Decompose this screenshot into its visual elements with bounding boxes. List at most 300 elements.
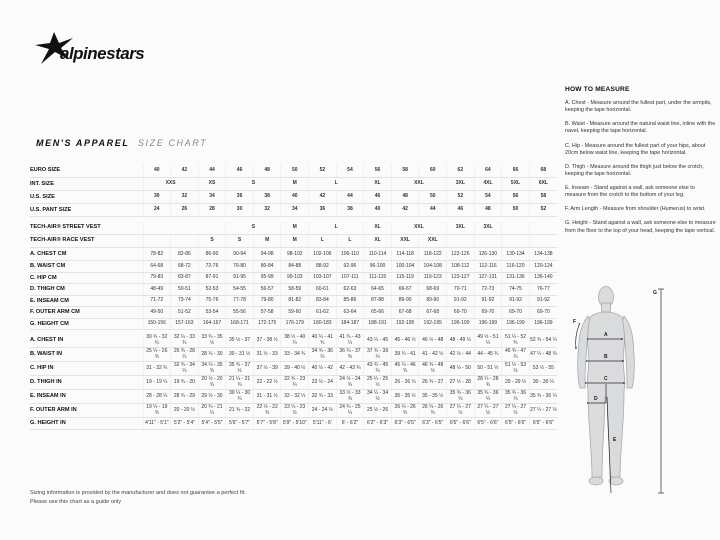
size-cell: 184-187 bbox=[336, 318, 364, 330]
size-cell: 130-134 bbox=[502, 249, 530, 261]
size-cell: 35 ¾ - 36 ¼ bbox=[502, 390, 530, 404]
size-cell: 35 ¾ - 36 ¼ bbox=[474, 390, 502, 404]
size-cell: 31 - 32 ¾ bbox=[143, 362, 171, 376]
table-row bbox=[30, 390, 557, 404]
size-cell: 69-70 bbox=[502, 307, 530, 319]
size-cell: 196-199 bbox=[447, 318, 475, 330]
size-cell: 71-72 bbox=[143, 295, 171, 307]
size-cell: 180-183 bbox=[309, 318, 337, 330]
size-cell: 96-100 bbox=[364, 261, 392, 273]
size-cell: 64-65 bbox=[364, 284, 392, 296]
row-label: B. WAIST IN bbox=[30, 348, 143, 362]
row-label: E. INSEAM CM bbox=[30, 295, 143, 307]
size-cell: 54-55 bbox=[226, 284, 254, 296]
size-cell bbox=[447, 234, 475, 247]
size-cell: 33 - 34 ¾ bbox=[281, 348, 309, 362]
size-cell: 36 ¼ - 37 ¾ bbox=[336, 348, 364, 362]
size-cell: 64 bbox=[474, 164, 502, 177]
size-cell: 150-156 bbox=[143, 318, 171, 330]
figure-label-chest: A bbox=[604, 332, 608, 338]
size-cell: 136-140 bbox=[529, 272, 557, 284]
size-cell: 83-84 bbox=[309, 295, 337, 307]
size-cell: 19 ¼ - 19 ¾ bbox=[143, 404, 171, 418]
row-label: C. HIP CM bbox=[30, 272, 143, 284]
size-cell: 30 bbox=[226, 204, 254, 217]
size-cell: 36 bbox=[309, 204, 337, 217]
size-cell: 192-195 bbox=[419, 318, 447, 330]
row-label: F. OUTER ARM IN bbox=[30, 404, 143, 418]
size-cell: 83-87 bbox=[171, 272, 199, 284]
size-cell: 111-115 bbox=[364, 272, 392, 284]
row-label: C. HIP IN bbox=[30, 362, 143, 376]
table-row bbox=[30, 177, 557, 190]
size-cell: 67-68 bbox=[391, 307, 419, 319]
size-cell: 30 ¾ - 32 ¼ bbox=[143, 334, 171, 348]
size-cell: 29 - 29 ½ bbox=[502, 376, 530, 390]
size-cell: 37 ½ - 39 bbox=[253, 362, 281, 376]
size-cell: 90-94 bbox=[226, 249, 254, 261]
size-cell: 87-88 bbox=[364, 295, 392, 307]
size-cell: 42 bbox=[171, 164, 199, 177]
size-cell: 69-70 bbox=[474, 307, 502, 319]
table-row bbox=[30, 272, 557, 284]
size-cell: 91-92 bbox=[474, 295, 502, 307]
size-cell: 48 bbox=[474, 204, 502, 217]
size-cell: 46 ½ - 48 bbox=[419, 334, 447, 348]
size-cell: 35 ¾ - 36 ¼ bbox=[529, 390, 557, 404]
size-cell: 54 bbox=[336, 164, 364, 177]
size-cell: 176-179 bbox=[281, 318, 309, 330]
size-cell: 89-90 bbox=[391, 295, 419, 307]
size-cell: 102-106 bbox=[309, 249, 337, 261]
size-cell: 4'11" - 5'1" bbox=[143, 418, 171, 430]
title-sub: SIZE CHART bbox=[137, 138, 208, 148]
size-cell: 35 ½ - 37 bbox=[226, 334, 254, 348]
size-cell: 37 - 38 ½ bbox=[253, 334, 281, 348]
techair-vest-table bbox=[30, 221, 557, 248]
size-cell: 24 ¾ - 25 ¼ bbox=[336, 404, 364, 418]
table-row bbox=[30, 284, 557, 296]
footer-disclaimer bbox=[30, 489, 246, 506]
size-cell: 6'3" - 6'5" bbox=[391, 418, 419, 430]
size-cell: 76-80 bbox=[226, 261, 254, 273]
figure-label-hip: C bbox=[604, 376, 608, 382]
row-label: G. HEIGHT CM bbox=[30, 318, 143, 330]
measure-instruction: E. Inseam - Stand against a wall, ask someone else to measure from the crotch to the bottom of your leg. bbox=[565, 185, 695, 199]
row-label: A. CHEST CM bbox=[30, 249, 143, 261]
row-label: U.S. PANT SIZE bbox=[30, 204, 143, 217]
size-cell: 100-104 bbox=[391, 261, 419, 273]
measure-instruction-list bbox=[565, 100, 717, 235]
size-cell: 51-52 bbox=[171, 307, 199, 319]
size-cell: 70-71 bbox=[447, 284, 475, 296]
size-cell: 157-163 bbox=[171, 318, 199, 330]
size-cell: 21 ¼ - 21 ¾ bbox=[226, 376, 254, 390]
size-cell: L bbox=[336, 234, 364, 247]
size-cell: 42 ½ - 44 bbox=[447, 348, 475, 362]
size-cell: 6'2" - 6'3" bbox=[364, 418, 392, 430]
size-cell: 20 ½ - 20 ¾ bbox=[198, 376, 226, 390]
size-cell: 66-67 bbox=[391, 284, 419, 296]
size-cell: M bbox=[281, 234, 309, 247]
size-cell: 118-122 bbox=[419, 249, 447, 261]
table-row bbox=[30, 404, 557, 418]
size-cell: 46 bbox=[226, 164, 254, 177]
measure-instruction: D. Thigh - Measure around the thigh just below the crotch, keeping the tape horizontal. bbox=[565, 163, 704, 177]
size-cell: 47 ¼ - 48 ¾ bbox=[529, 348, 557, 362]
size-cell: 30 - 30 ¼ bbox=[529, 376, 557, 390]
size-cell: 80-84 bbox=[253, 261, 281, 273]
size-cell: 66 bbox=[502, 164, 530, 177]
size-cell: 34 ¼ - 35 ¾ bbox=[198, 362, 226, 376]
size-cell bbox=[143, 221, 226, 234]
table-row bbox=[30, 190, 557, 203]
size-cell: 33 ½ - 33 ¾ bbox=[336, 390, 364, 404]
size-cell: 6'5" - 6'6" bbox=[474, 418, 502, 430]
size-cell: 48-49 bbox=[143, 284, 171, 296]
table-row bbox=[30, 318, 557, 330]
size-cell: 91-92 bbox=[529, 295, 557, 307]
size-cell: 33 ¾ - 35 ½ bbox=[198, 334, 226, 348]
size-cell: 95-99 bbox=[253, 272, 281, 284]
size-cell: 3XL bbox=[447, 177, 475, 190]
size-cell: 26 ¾ - 28 ¼ bbox=[171, 348, 199, 362]
size-cell: 58 bbox=[391, 164, 419, 177]
size-cell: 28 ¾ - 29 bbox=[171, 390, 199, 404]
size-cell: 32 - 32 ¼ bbox=[281, 390, 309, 404]
size-cell: 45 ¾ - 47 ¼ bbox=[502, 348, 530, 362]
size-cell: 5'6" - 5'7" bbox=[226, 418, 254, 430]
size-cell: 107-111 bbox=[336, 272, 364, 284]
size-cell: 6XL bbox=[529, 177, 557, 190]
size-cell: 123-127 bbox=[447, 272, 475, 284]
size-cell: 42 - 43 ¾ bbox=[336, 362, 364, 376]
size-cell: S bbox=[226, 234, 254, 247]
size-cell: 39 - 40 ½ bbox=[281, 362, 309, 376]
size-cell: 63-64 bbox=[336, 307, 364, 319]
size-cell: 78-82 bbox=[143, 249, 171, 261]
size-cell: 68 bbox=[529, 164, 557, 177]
size-cell: 99-103 bbox=[281, 272, 309, 284]
size-cell: 57-58 bbox=[253, 307, 281, 319]
measurements-in-table bbox=[30, 334, 557, 430]
size-cell: 50-51 bbox=[171, 284, 199, 296]
size-cell bbox=[529, 221, 557, 234]
size-cell: 27 ¼ - 27 ½ bbox=[474, 404, 502, 418]
page-title bbox=[36, 133, 207, 151]
size-cell: 79-80 bbox=[253, 295, 281, 307]
size-cell: 40 bbox=[364, 204, 392, 217]
size-cell: 24 - 24 ½ bbox=[309, 404, 337, 418]
size-cell: 26 bbox=[171, 204, 199, 217]
size-cell: 84-88 bbox=[281, 261, 309, 273]
size-cell: 72-73 bbox=[474, 284, 502, 296]
size-cell: 27 ¼ - 27 ½ bbox=[502, 404, 530, 418]
body-measurement-figure bbox=[572, 285, 668, 504]
size-cell: 48 - 49 ½ bbox=[447, 334, 475, 348]
size-cell: 122-126 bbox=[447, 249, 475, 261]
logo-wordmark: alpinestars bbox=[60, 44, 145, 63]
size-cell: 6'5" - 6'6" bbox=[447, 418, 475, 430]
row-label: A. CHEST IN bbox=[30, 334, 143, 348]
table-row bbox=[30, 348, 557, 362]
size-cell: 5'2" - 5'4" bbox=[171, 418, 199, 430]
size-cell: 22 - 22 ½ bbox=[253, 376, 281, 390]
size-cell: S bbox=[226, 221, 281, 234]
size-cell: 51 ¼ - 52 ¾ bbox=[502, 334, 530, 348]
size-cell: 79-83 bbox=[143, 272, 171, 284]
row-label: B. WAIST CM bbox=[30, 261, 143, 273]
figure-label-inseam: E bbox=[613, 437, 617, 443]
size-cell: 5'11" - 6' bbox=[309, 418, 337, 430]
table-row bbox=[30, 234, 557, 247]
row-label: INT. SIZE bbox=[30, 177, 143, 190]
size-cell bbox=[171, 234, 199, 247]
size-cell: 3XL bbox=[474, 221, 502, 234]
size-cell: 116-120 bbox=[502, 261, 530, 273]
size-cell: 32 bbox=[253, 204, 281, 217]
size-cell: M bbox=[281, 177, 309, 190]
alpinestars-logo-icon bbox=[30, 28, 162, 74]
size-cell: 4XL bbox=[474, 177, 502, 190]
size-cell: 28 - 28 ¼ bbox=[143, 390, 171, 404]
size-cell: 27 ¼ - 27 ½ bbox=[529, 404, 557, 418]
size-cell: 28 ¼ - 28 ¾ bbox=[474, 376, 502, 390]
size-cell: 41 ¾ - 43 ¼ bbox=[336, 334, 364, 348]
size-cell: 30 bbox=[143, 190, 171, 203]
size-cell: 46 ¾ - 48 ½ bbox=[419, 362, 447, 376]
size-cell: 40 bbox=[143, 164, 171, 177]
size-cell: 110-114 bbox=[364, 249, 392, 261]
size-cell: 87-91 bbox=[198, 272, 226, 284]
measure-instruction: F. Arm Length - Measure from shoulder (Humerus) to wrist. bbox=[565, 206, 706, 213]
size-cell: 126-130 bbox=[474, 249, 502, 261]
size-cell: 59-60 bbox=[281, 307, 309, 319]
size-cell: 52 bbox=[447, 190, 475, 203]
size-cell: 50 bbox=[281, 164, 309, 177]
size-cell: 85-86 bbox=[336, 295, 364, 307]
size-cell: 44 - 45 ¾ bbox=[474, 348, 502, 362]
size-cell: 53 ½ - 55 bbox=[529, 362, 557, 376]
table-row bbox=[30, 334, 557, 348]
size-cell: 45 ¼ - 46 ¾ bbox=[391, 362, 419, 376]
size-cell: 48 ½ - 50 bbox=[447, 362, 475, 376]
table-row bbox=[30, 249, 557, 261]
measure-instruction: C. Hip - Measure around the fullest part of your hips, about 20cm below waist line, keeping the tape horizontal. bbox=[565, 142, 706, 156]
size-cell: 42 bbox=[309, 190, 337, 203]
size-cell: 41 - 42 ½ bbox=[419, 348, 447, 362]
size-cell: 127-131 bbox=[474, 272, 502, 284]
size-cell: 89-90 bbox=[419, 295, 447, 307]
size-cell: 20 ¾ - 21 ¼ bbox=[198, 404, 226, 418]
size-cell: 65-66 bbox=[364, 307, 392, 319]
size-cell: 67-68 bbox=[419, 307, 447, 319]
size-cell: S bbox=[226, 177, 281, 190]
size-cell: 34 ¾ - 36 ¼ bbox=[309, 348, 337, 362]
size-cell: S bbox=[198, 234, 226, 247]
measure-instruction: A. Chest - Measure around the fullest part, under the armpits, keeping the tape horizontal. bbox=[565, 100, 712, 114]
size-cell: XXL bbox=[391, 221, 446, 234]
size-cell: 22 ½ - 22 ¾ bbox=[253, 404, 281, 418]
measure-instruction: B. Waist - Measure around the natural waist line, inline with the navel, keeping the tape horizontal. bbox=[565, 121, 716, 135]
size-cell: 39 ¼ - 41 bbox=[391, 348, 419, 362]
size-cell: 60 bbox=[419, 164, 447, 177]
size-cell: 69-70 bbox=[447, 307, 475, 319]
size-cell: 32 bbox=[171, 190, 199, 203]
row-label: D. THIGH CM bbox=[30, 284, 143, 296]
size-cell: 91-92 bbox=[502, 295, 530, 307]
size-cell: 112-116 bbox=[474, 261, 502, 273]
size-cell: 25 ¼ - 26 ¾ bbox=[143, 348, 171, 362]
size-cell: 114-118 bbox=[391, 249, 419, 261]
size-cell: 38 ½ - 40 ¼ bbox=[281, 334, 309, 348]
size-cell: 34 bbox=[281, 204, 309, 217]
size-cell: 49 ½ - 51 ¼ bbox=[474, 334, 502, 348]
size-cell: 27 ¼ - 27 ½ bbox=[447, 404, 475, 418]
size-cell: 24 ½ - 24 ¾ bbox=[336, 376, 364, 390]
size-cell: 52 bbox=[529, 204, 557, 217]
table-row bbox=[30, 295, 557, 307]
row-label: TECH-AIR® RACE VEST bbox=[30, 234, 143, 247]
size-cell: 104-108 bbox=[419, 261, 447, 273]
size-header-table bbox=[30, 164, 557, 217]
size-cell: 120-124 bbox=[529, 261, 557, 273]
size-cell: L bbox=[309, 221, 364, 234]
size-cell bbox=[529, 234, 557, 247]
size-cell: 6' - 6'2" bbox=[336, 418, 364, 430]
size-cell: 44 bbox=[336, 190, 364, 203]
size-cell: 51 ½ - 53 ½ bbox=[502, 362, 530, 376]
size-cell: 188-191 bbox=[364, 318, 392, 330]
size-cell: XXS bbox=[143, 177, 198, 190]
size-cell bbox=[474, 234, 502, 247]
table-row bbox=[30, 307, 557, 319]
size-cell bbox=[502, 234, 530, 247]
size-cell: 76-77 bbox=[529, 284, 557, 296]
size-cell: 54 bbox=[474, 190, 502, 203]
size-cell: 72-76 bbox=[198, 261, 226, 273]
size-cell: XXL bbox=[419, 234, 447, 247]
size-cell: 48 bbox=[391, 190, 419, 203]
size-cell: 19 - 19 ¼ bbox=[143, 376, 171, 390]
table-row bbox=[30, 204, 557, 217]
size-cell: 55-56 bbox=[226, 307, 254, 319]
size-cell: 196-199 bbox=[474, 318, 502, 330]
size-cell: 61-62 bbox=[309, 307, 337, 319]
row-label: G. HEIGHT IN bbox=[30, 418, 143, 430]
size-cell: 25 ¼ - 25 ½ bbox=[364, 376, 392, 390]
size-cell: 164-167 bbox=[198, 318, 226, 330]
size-cell: 48 bbox=[253, 164, 281, 177]
size-cell: 49-50 bbox=[143, 307, 171, 319]
size-cell: 31 - 31 ½ bbox=[253, 390, 281, 404]
title-main: MEN'S APPAREL bbox=[36, 138, 130, 148]
size-cell: 58-59 bbox=[281, 284, 309, 296]
size-cell: 56 bbox=[364, 164, 392, 177]
size-cell: 74-75 bbox=[502, 284, 530, 296]
size-cell: 38 bbox=[253, 190, 281, 203]
size-cell: 30 ¼ - 30 ¾ bbox=[226, 390, 254, 404]
size-cell: XL bbox=[364, 177, 392, 190]
size-cell: 23 ½ - 24 bbox=[309, 376, 337, 390]
figure-label-height: G bbox=[653, 290, 657, 296]
size-cell: 31 ½ - 33 bbox=[253, 348, 281, 362]
size-cell: 81-82 bbox=[281, 295, 309, 307]
size-cell: 106-110 bbox=[336, 249, 364, 261]
size-cell: 35 - 35 ½ bbox=[419, 390, 447, 404]
size-cell: 56 bbox=[502, 190, 530, 203]
size-cell: 45 - 46 ½ bbox=[391, 334, 419, 348]
size-cell: 60-61 bbox=[309, 284, 337, 296]
size-cell: 52 ¾ - 54 ¼ bbox=[529, 334, 557, 348]
row-label: TECH-AIR® STREET VEST bbox=[30, 221, 143, 234]
size-cell: 38 bbox=[336, 204, 364, 217]
size-cell: 58 bbox=[529, 190, 557, 203]
size-cell: XL bbox=[364, 234, 392, 247]
size-cell: 119-123 bbox=[419, 272, 447, 284]
measurements-cm-table bbox=[30, 249, 557, 330]
size-cell: 56-57 bbox=[253, 284, 281, 296]
how-to-measure-panel bbox=[565, 86, 717, 242]
size-cell: 21 ¾ - 22 bbox=[226, 404, 254, 418]
row-label: E. INSEAM IN bbox=[30, 390, 143, 404]
size-cell: 35 - 35 ½ bbox=[391, 390, 419, 404]
measure-instruction: G. Height - Stand against a wall, ask someone else to measure from the floor to the top of your head, keeping the tape vertical. bbox=[565, 220, 716, 234]
size-cell bbox=[502, 221, 530, 234]
size-cell: 46 bbox=[364, 190, 392, 203]
size-cell: 98-102 bbox=[281, 249, 309, 261]
size-cell: 32 ¾ - 34 ¼ bbox=[171, 362, 199, 376]
size-cell: M bbox=[281, 221, 309, 234]
size-cell: 6'3" - 6'5" bbox=[419, 418, 447, 430]
size-cell: 46 bbox=[447, 204, 475, 217]
size-cell: 68-69 bbox=[419, 284, 447, 296]
size-cell: 37 ¾ - 39 ¼ bbox=[364, 348, 392, 362]
disclaimer-line1: Sizing information is provided by the manufacturer and does not guarantee a perfect fit. bbox=[30, 490, 246, 496]
size-cell: 91-92 bbox=[447, 295, 475, 307]
size-cell: 43 ¾ - 45 ¼ bbox=[364, 362, 392, 376]
size-cell: 52 bbox=[309, 164, 337, 177]
size-cell: 34 bbox=[198, 190, 226, 203]
table-row bbox=[30, 418, 557, 430]
size-cell: 24 bbox=[143, 204, 171, 217]
figure-label-arm: F bbox=[573, 319, 577, 325]
how-to-measure-heading: HOW TO MEASURE bbox=[565, 86, 630, 93]
size-cell: 26 - 26 ¼ bbox=[391, 376, 419, 390]
size-cell: 44 bbox=[419, 204, 447, 217]
size-cell: 103-107 bbox=[309, 272, 337, 284]
size-cell: 86-90 bbox=[198, 249, 226, 261]
table-row bbox=[30, 362, 557, 376]
size-cell: 27 ½ - 28 bbox=[447, 376, 475, 390]
size-cell: 32 ¾ - 33 bbox=[309, 390, 337, 404]
size-cell: 32 ¼ - 33 ¾ bbox=[171, 334, 199, 348]
size-cell: 6'5" - 6'6" bbox=[502, 418, 530, 430]
size-cell: 25 ½ - 26 bbox=[364, 404, 392, 418]
row-label: D. THIGH IN bbox=[30, 376, 143, 390]
size-cell: 168-171 bbox=[226, 318, 254, 330]
size-cell: 40 ¼ - 41 ¾ bbox=[309, 334, 337, 348]
size-cell: 26 ¾ - 27 bbox=[419, 376, 447, 390]
size-cell bbox=[143, 234, 171, 247]
size-cell: 3XL bbox=[447, 221, 475, 234]
size-cell: 108-112 bbox=[447, 261, 475, 273]
size-cell: 69-70 bbox=[529, 307, 557, 319]
disclaimer-line2: Please use this chart as a guide only bbox=[30, 498, 122, 505]
size-cell: M bbox=[253, 234, 281, 247]
size-cell: 40 bbox=[281, 190, 309, 203]
size-cell: 196-199 bbox=[529, 318, 557, 330]
